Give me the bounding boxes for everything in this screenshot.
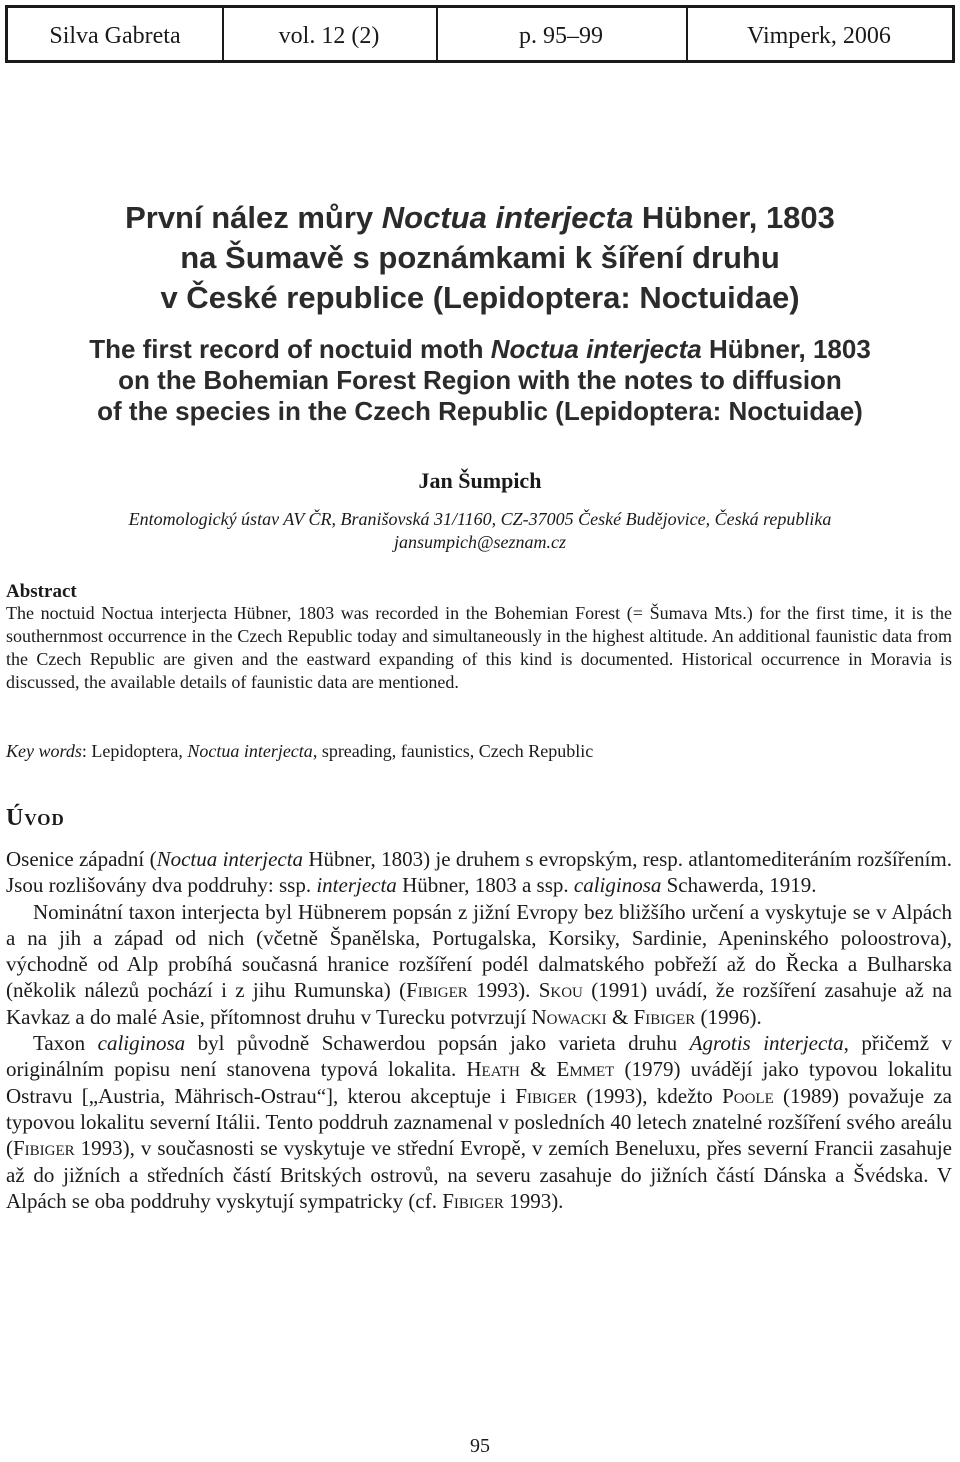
paragraph-1: Osenice západní (Noctua interjecta Hübner, 1803) je druhem s evropským, resp. atlantomediteráním rozšířením. Jsou rozlišovány dva poddruhy: ssp. interjecta Hübner, 1803 a ssp. caliginosa Schawerda, 1919. [6,847,952,898]
title-czech-line-3: v České republice (Lepidoptera: Noctuidae) [160,280,800,315]
journal-name: Silva Gabreta [8,8,224,60]
keywords: Key words: Lepidoptera, Noctua interjecta, spreading, faunistics, Czech Republic [6,741,594,761]
journal-place-year: Vimperk, 2006 [747,23,891,49]
paragraph-3: Taxon caliginosa byl původně Schawerdou popsán jako varieta druhu Agrotis interjecta, přičemž v originálním popisu není stanovena typová lokalita. Heath & Emmet (1979) uvádějí jako typovou lokalitu Ostravu [„Austria, Mährisch-Ostrau“], kterou akceptuje i Fibiger (1993), kdežto Poole (1989) považuje za typovou lokalitu severní Itálii. Tento poddruh zaznamenal v posledních 40 letech znatelné rozšíření svého areálu (Fibiger 1993), v současnosti se vyskytuje ve střední Evropě, v zemích Beneluxu, přes severní Francii zasahuje až do jižních a středních částí Britských ostrovů, na severu zasahuje do jižních částí Dánska a Švédska. V Alpách se oba poddruhy vyskytují sympatricky (cf. Fibiger 1993). [6,1031,952,1213]
title-czech [0,198,960,318]
affiliation-email[interactable]: jansumpich@seznam.cz [393,532,567,552]
author-name: Jan Šumpich [418,468,542,493]
body-text [6,846,952,1214]
abstract-heading: Abstract [6,581,77,602]
affiliation-address: Entomologický ústav AV ČR, Branišovská 31/1160, CZ-37005 České Budějovice, Česká republika [128,509,832,529]
section-heading-uvod: Úvod [6,805,65,831]
keywords-label: Key words [6,741,82,761]
page-number: 95 [470,1435,490,1457]
title-czech-line-2: na Šumavě s poznámkami k šíření druhu [180,240,780,275]
author-affiliation [0,508,960,554]
title-english-line-2: on the Bohemian Forest Region with the notes to diffusion [118,365,842,395]
title-english-line-1: The first record of noctuid moth Noctua interjecta Hübner, 1803 [89,334,871,364]
paragraph-2: Nominátní taxon interjecta byl Hübnerem popsán z jižní Evropy bez bližšího určení a vyskytuje se v Alpách a na jih a západ od nich (včetně Španělska, Portugalska, Korsiky, Sardinie, Apeninského poloostrova), východně od Alp probíhá současná hranice rozšíření podél dalmatského pobřeží až do Řecka a Bulharska (několik nálezů pochází i z jihu Rumunska) (Fibiger 1993). Skou (1991) uvádí, že rozšíření zasahuje až na Kavkaz a do malé Asie, přítomnost druhu v Turecku potvrzují Nowacki & Fibiger (1996). [6,899,952,1029]
title-czech-line-1: První nález můry Noctua interjecta Hübner, 1803 [125,200,835,235]
journal-header [5,5,955,63]
title-english [0,334,960,427]
title-english-line-3: of the species in the Czech Republic (Lepidoptera: Noctuidae) [97,396,863,426]
journal-pages: p. 95–99 [436,8,688,60]
abstract-text: The noctuid Noctua interjecta Hübner, 1803 was recorded in the Bohemian Forest (= Šumava Mts.) for the first time, it is the southernmost occurrence in the Czech Republic today and simultaneously in the highest altitude. An additional faunistic data from the Czech Republic are given and the eastward expanding of this kind is documented. Historical occurrence in Moravia is discussed, the available details of faunistic data are mentioned. [6,603,952,692]
journal-volume: vol. 12 (2) [222,8,438,60]
